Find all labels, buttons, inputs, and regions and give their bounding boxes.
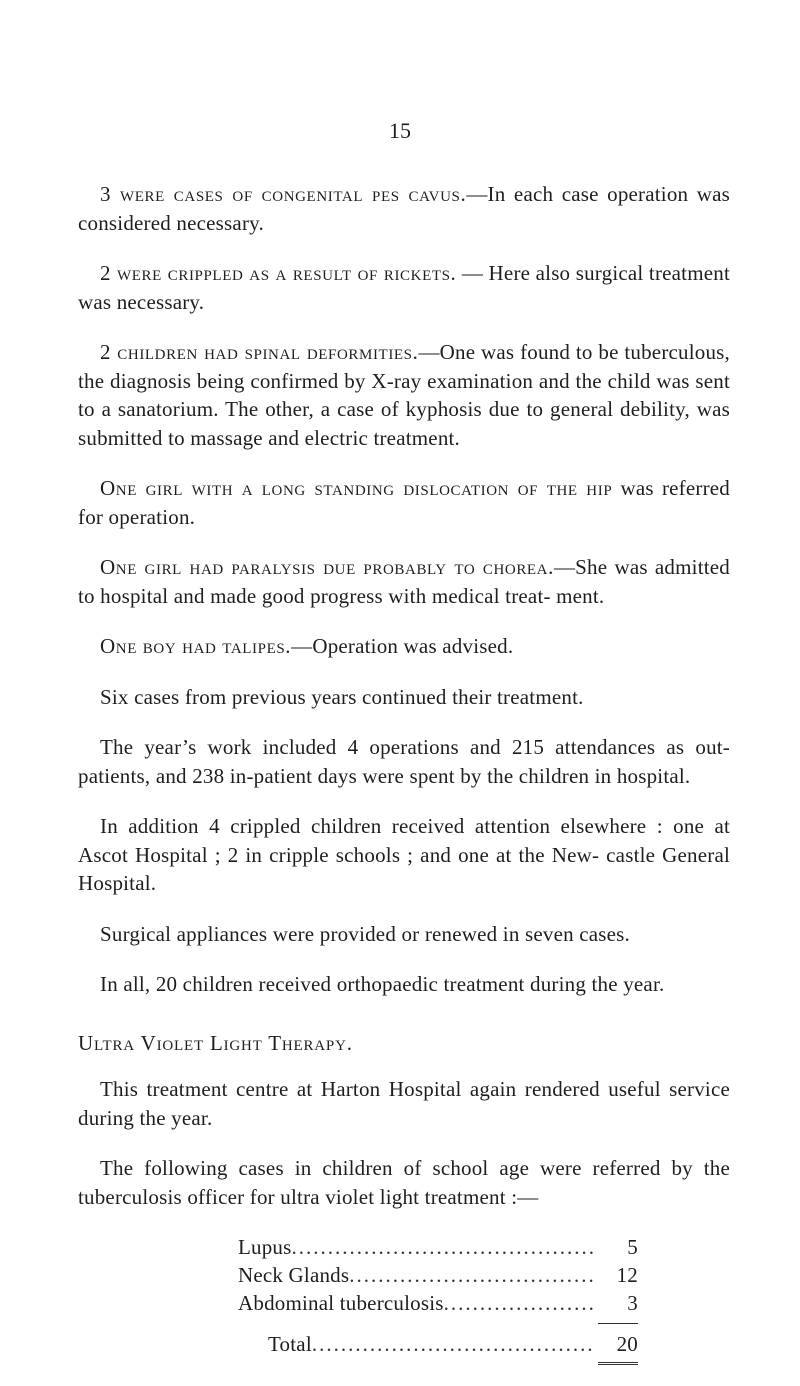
paragraph (78, 553, 730, 610)
dot-leader (292, 1233, 595, 1261)
paragraph (78, 259, 730, 316)
sum-rule (598, 1323, 638, 1324)
body-text (78, 180, 730, 1365)
table-row (78, 1261, 638, 1289)
page-number: 15 (389, 118, 411, 143)
total-value: 20 (616, 1332, 638, 1356)
total-label: Total (268, 1332, 312, 1356)
row-value: 3 (627, 1291, 638, 1315)
paragraph-lead: 3 were cases of congenital pes cavus. (100, 182, 467, 206)
paragraph-text: —In each case operation was considered necessary. (78, 182, 730, 235)
paragraph-lead: One girl with a long standing dislocation of the hip (100, 476, 613, 500)
row-label: Neck Glands (238, 1263, 350, 1287)
dot-leader (349, 1261, 594, 1289)
cases-table (78, 1233, 638, 1365)
paragraph: This treatment centre at Harton Hospital again rendered useful service during the year. (78, 1077, 730, 1130)
section-heading: Ultra Violet Light Therapy. (78, 1030, 353, 1055)
paragraph (78, 338, 730, 452)
paragraph-lead: One boy had talipes. (100, 634, 292, 658)
paragraph: The following cases in children of school age were referred by the tuberculosis officer for ultra violet light treatment :— (78, 1156, 730, 1209)
paragraph: The year’s work included 4 operations and 215 attendances as out-patients, and 238 in-patient days were spent by the children in hospital. (78, 735, 730, 788)
paragraph (78, 632, 730, 661)
paragraph-lead: 2 children had spinal deformities. (100, 340, 419, 364)
paragraph: In all, 20 children received orthopaedic treatment during the year. (100, 972, 665, 996)
paragraph: Six cases from previous years continued their treatment. (100, 684, 584, 709)
paragraph-lead: 2 were crippled as a result of rickets. (100, 261, 457, 285)
paragraph-text: was referred for operation. (78, 476, 730, 529)
row-label: Abdominal tuberculosis (238, 1291, 444, 1315)
paragraph-text: —Operation was advised. (291, 634, 514, 658)
paragraph: In addition 4 crippled children received attention elsewhere : one at Ascot Hospital ; 2 in cripple schools ; and one at the New- castle General Hospital. (78, 814, 730, 895)
paragraph (78, 474, 730, 531)
paragraph-text: —She was admitted to hospital and made good progress with medical treat- ment. (78, 555, 730, 608)
dot-leader (444, 1289, 594, 1317)
paragraph-lead: One girl had paralysis due probably to chorea. (100, 555, 554, 579)
paragraph (78, 180, 730, 237)
dot-leader (312, 1330, 594, 1358)
total-row (78, 1330, 638, 1358)
row-value: 12 (616, 1263, 638, 1287)
row-value: 5 (627, 1235, 638, 1259)
paragraph-text: — Here also surgical treatment was necessary. (78, 261, 731, 314)
paragraph-text: —One was found to be tuberculous, the diagnosis being confirmed by X-ray examination and the child was sent to a sanatorium. The other, a case of kyphosis due to general debility, was submitted to massage and electric treatment. (78, 340, 731, 450)
row-label: Lupus (238, 1235, 292, 1259)
total-double-rule (598, 1362, 638, 1365)
table-row (78, 1233, 638, 1261)
paragraph: Surgical appliances were provided or renewed in seven cases. (100, 921, 630, 946)
table-row (78, 1289, 638, 1317)
